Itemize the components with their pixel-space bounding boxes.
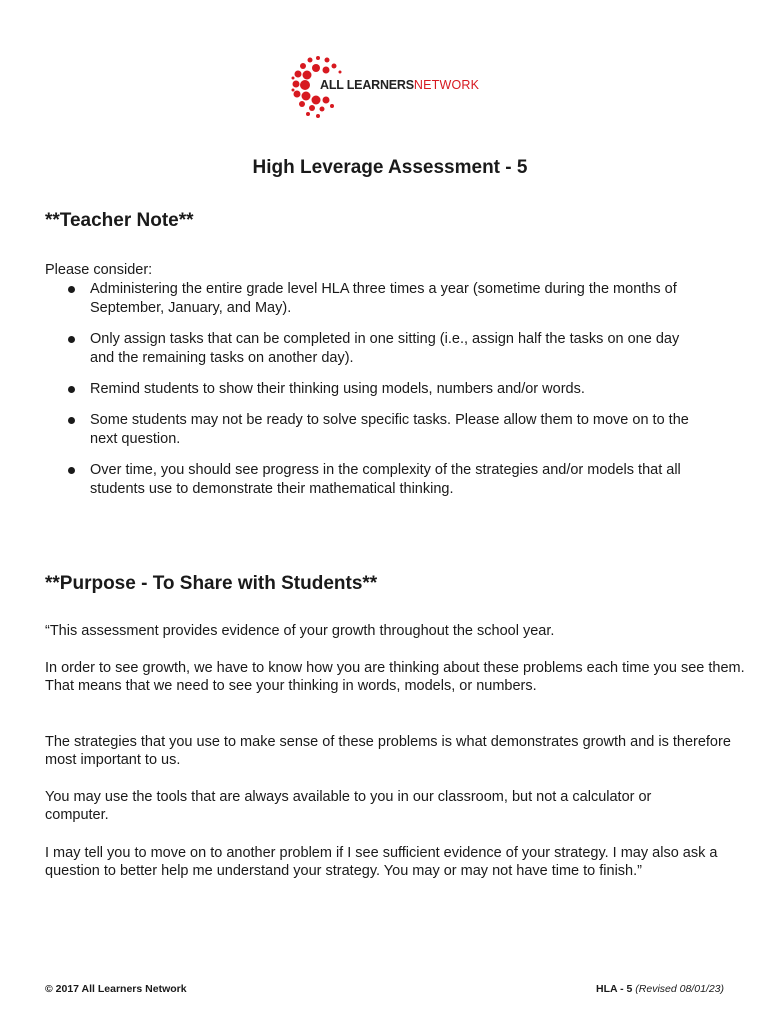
logo-wordmark: [320, 78, 479, 92]
purpose-paragraph: I may tell you to move on to another problem if I see sufficient evidence of your strategy. I may also ask a question to better help me understand your strategy. You may or may not have time to finish.”: [45, 845, 718, 879]
teacher-note-list: [45, 280, 705, 511]
list-item: [45, 330, 705, 368]
list-item-text: Only assign tasks that can be completed in one sitting (i.e., assign half the tasks on one day and the remaining tasks on another day).: [90, 331, 680, 366]
footer-revised: (Revised 08/01/23): [635, 983, 724, 995]
logo-text-bold: ALL LEARNERS: [320, 78, 414, 92]
logo: [288, 48, 498, 124]
teacher-note-intro: Please consider:: [45, 262, 153, 278]
logo-text-light: NETWORK: [413, 78, 480, 92]
footer-doc-code: [596, 983, 724, 995]
purpose-heading: **Purpose - To Share with Students**: [45, 573, 378, 594]
page-title: High Leverage Assessment - 5: [252, 157, 528, 178]
list-item-text: Remind students to show their thinking using models, numbers and/or words.: [90, 381, 585, 397]
purpose-paragraph: “This assessment provides evidence of your growth throughout the school year.: [45, 623, 555, 639]
bullet-icon: [68, 336, 75, 343]
purpose-paragraph: In order to see growth, we have to know how you are thinking about these problems each time you see them. That means that we need to see your thinking in words, models, or numbers.: [45, 660, 745, 694]
teacher-note-heading: **Teacher Note**: [45, 210, 194, 231]
bullet-icon: [68, 417, 75, 424]
list-item-text: Some students may not be ready to solve specific tasks. Please allow them to move on to the next question.: [90, 412, 689, 447]
footer-code: HLA - 5: [595, 983, 633, 995]
list-item-text: Administering the entire grade level HLA three times a year (sometime during the months of September, January, and May).: [90, 281, 677, 316]
list-item: [45, 411, 705, 449]
list-item: [45, 380, 705, 399]
list-item-text: Over time, you should see progress in the complexity of the strategies and/or models that all students use to demonstrate their mathematical thinking.: [90, 462, 681, 497]
purpose-paragraph: The strategies that you use to make sense of these problems is what demonstrates growth and is therefore most important to us.: [45, 734, 731, 768]
bullet-icon: [68, 467, 75, 474]
list-item: [45, 280, 705, 318]
bullet-icon: [68, 386, 75, 393]
footer-copyright: © 2017 All Learners Network: [45, 983, 187, 995]
bullet-icon: [68, 286, 75, 293]
purpose-paragraph: You may use the tools that are always available to you in our classroom, but not a calculator or computer.: [45, 789, 652, 823]
list-item: [45, 461, 705, 499]
